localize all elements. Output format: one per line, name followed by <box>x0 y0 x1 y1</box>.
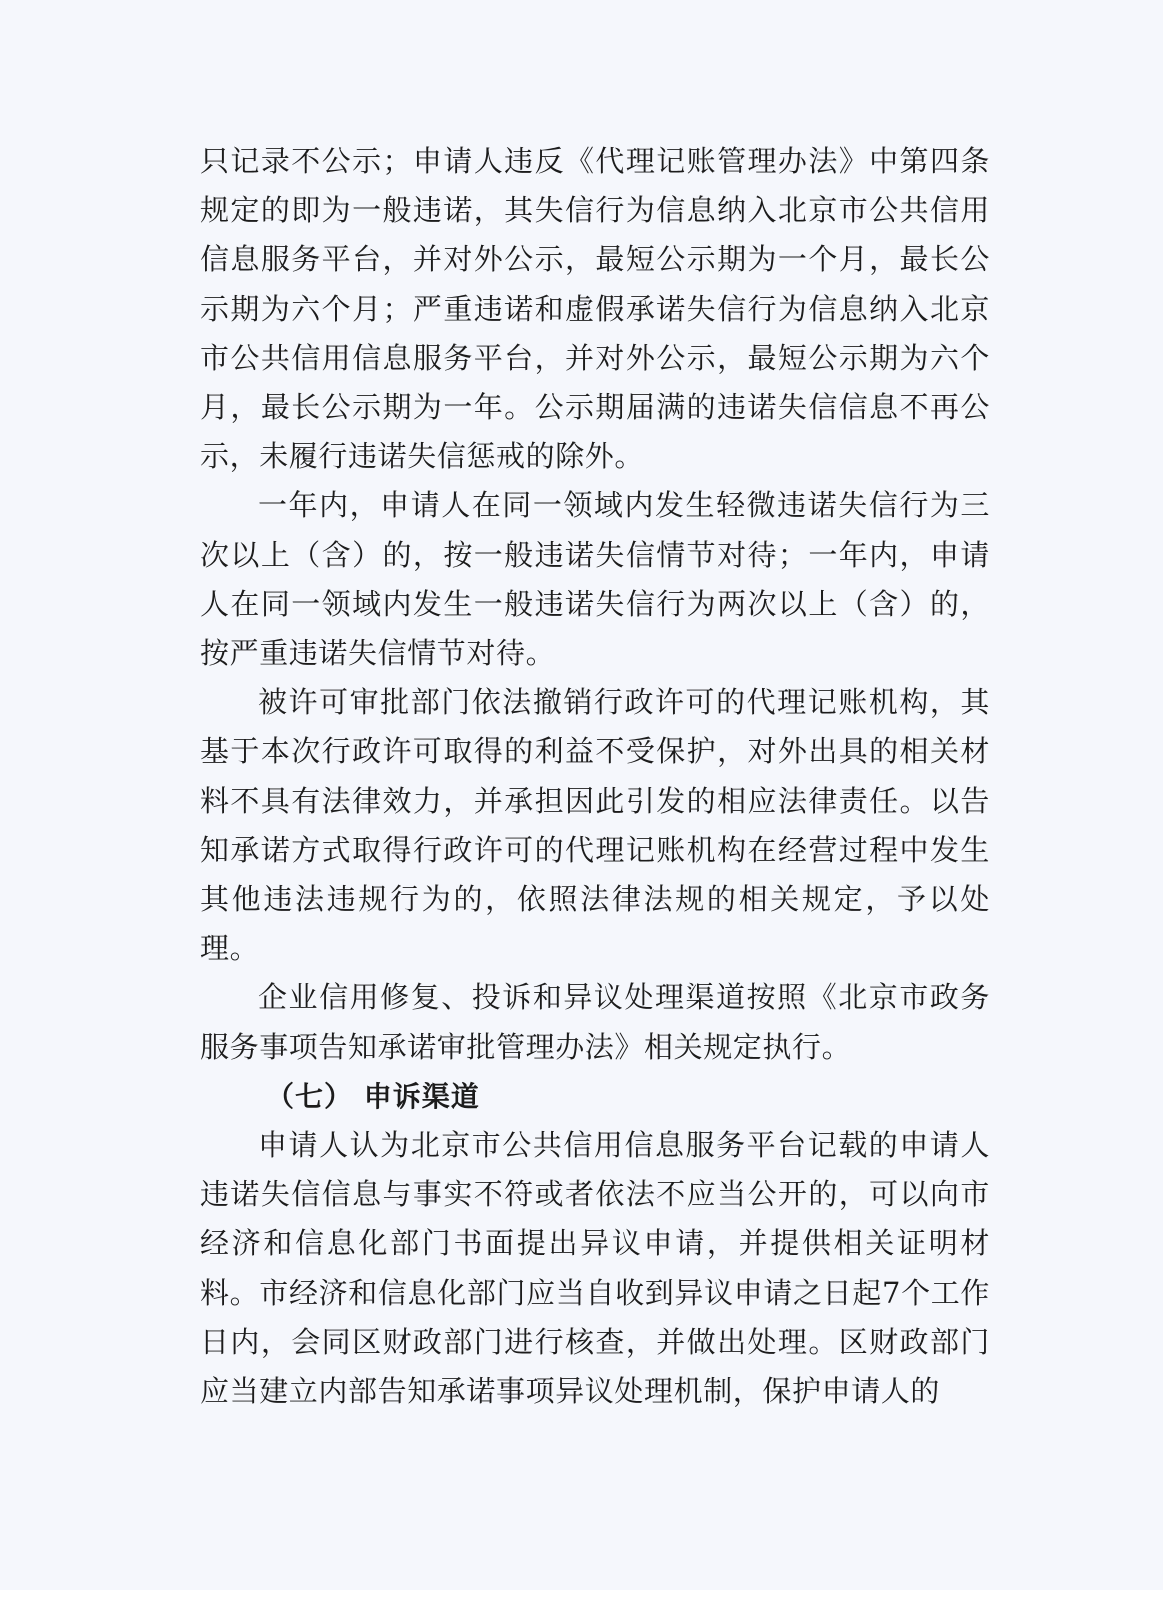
paragraph-repeat-violations: 一年内，申请人在同一领域内发生轻微违诺失信行为三次以上（含）的，按一般违诺失信情节对待；一年内，申请人在同一领域内发生一般违诺失信行为两次以上（含）的，按严重违诺失信情节对待。 <box>200 488 990 671</box>
paragraph-continued: 只记录不公示；申请人违反《代理记账管理办法》中第四条规定的即为一般违诺，其失信行为信息纳入北京市公共信用信息服务平台，并对外公示，最短公示期为一个月，最长公示期为六个月；严重违诺和虚假承诺失信行为信息纳入北京市公共信用信息服务平台，并对外公示，最短公示期为六个月，最长公示期为一年。公示期届满的违诺失信信息不再公示，未履行违诺失信惩戒的除外。 <box>200 144 990 474</box>
paragraph-credit-repair: 企业信用修复、投诉和异议处理渠道按照《北京市政务服务事项告知承诺审批管理办法》相关规定执行。 <box>200 980 990 1064</box>
section-heading: （七） 申诉渠道 <box>266 1079 480 1113</box>
document-body <box>200 137 990 1416</box>
paragraph-license-revocation: 被许可审批部门依法撤销行政许可的代理记账机构，其基于本次行政许可取得的利益不受保护，对外出具的相关材料不具有法律效力，并承担因此引发的相应法律责任。以告知承诺方式取得行政许可的代理记账机构在经营过程中发生其他违法违规行为的，依照法律法规的相关规定，予以处理。 <box>200 685 990 966</box>
paragraph-appeal-channel: 申请人认为北京市公共信用信息服务平台记载的申请人违诺失信信息与事实不符或者依法不应当公开的，可以向市经济和信息化部门书面提出异议申请，并提供相关证明材料。市经济和信息化部门应当自收到异议申请之日起7个工作日内，会同区财政部门进行核查，并做出处理。区财政部门应当建立内部告知承诺事项异议处理机制，保护申请人的 <box>200 1128 990 1409</box>
